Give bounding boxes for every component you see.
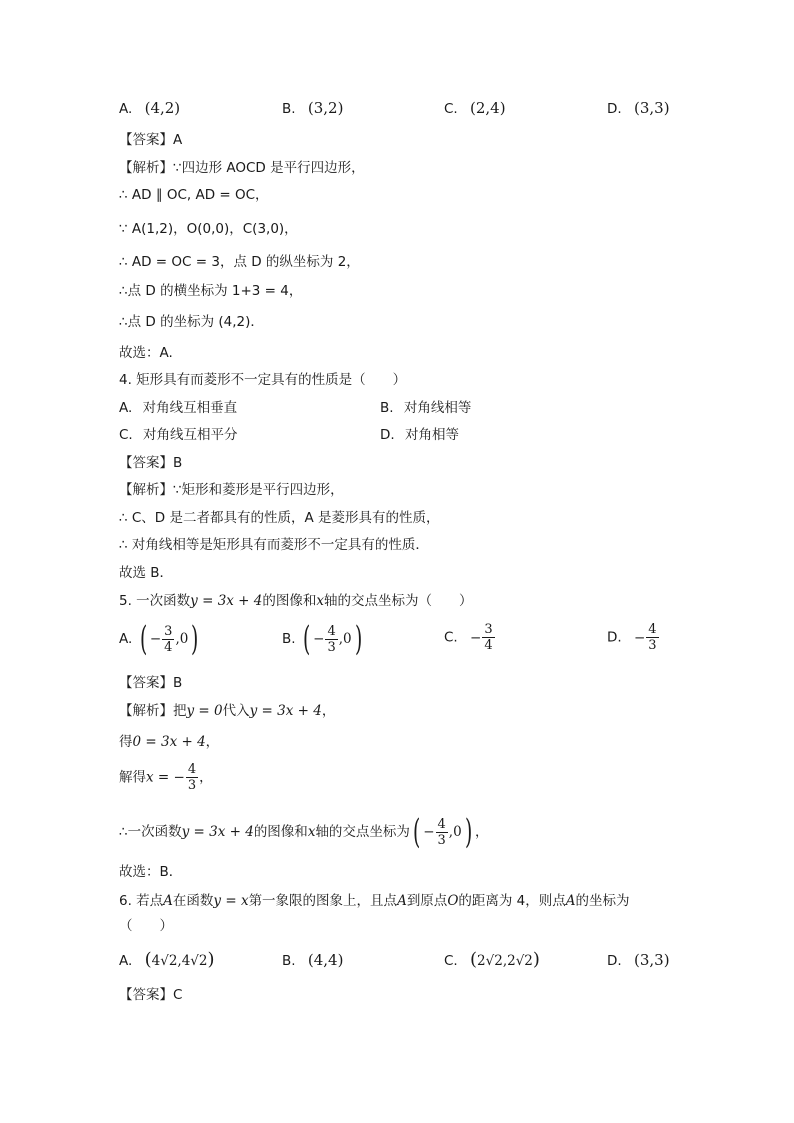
q3-analysis-line-5: ∴点 D 的横坐标为 1+3 = 4， (119, 283, 303, 299)
q3-option-b (282, 98, 343, 119)
fraction (325, 624, 337, 655)
option-text: 对角线相等 (403, 400, 472, 416)
fraction (186, 762, 198, 793)
q5-choose: 故选：B． (119, 864, 183, 880)
equation: y = 3x + 4 (249, 703, 322, 719)
q6-option-c (444, 950, 540, 971)
stem-text: 轴的交点坐标为（ ） (324, 593, 473, 609)
point-label: A (565, 893, 576, 909)
q3-analysis-line-6: ∴点 D 的坐标为 (4,2)． (119, 314, 264, 330)
q3-analysis-line-1: 【解析】∵四边形 AOCD 是平行四边形， (119, 160, 365, 176)
stem-text: 的图像和 (262, 593, 317, 609)
stem-function: y = x (213, 893, 249, 909)
q5-analysis-line-4 (119, 812, 489, 852)
fraction (436, 817, 448, 848)
q5-analysis-line-3 (119, 762, 213, 793)
fraction (482, 622, 494, 653)
q3-answer: 【答案】A (119, 132, 183, 148)
q6-option-d (607, 950, 670, 971)
q6-option-b (282, 950, 343, 971)
equation: y = 0 (186, 703, 223, 719)
option-value: (3,2) (307, 99, 344, 117)
option-value: 4√2,4√2 (151, 953, 208, 969)
analysis-text: ， (205, 734, 220, 750)
option-letter: A. (119, 400, 133, 416)
q6-stem-line-2: （ ） (119, 918, 173, 934)
numerator: 4 (187, 762, 197, 777)
option-tail: ,0 (175, 631, 189, 647)
numerator: 3 (164, 623, 173, 639)
q6-stem-line-1 (119, 891, 630, 911)
analysis-text: ， (321, 703, 336, 719)
variable: x (307, 824, 316, 840)
q5-option-b (282, 619, 365, 659)
stem-text: 的距离为 4，则点 (458, 893, 566, 909)
denominator: 3 (187, 778, 197, 793)
q4-option-c (119, 425, 238, 445)
q3-option-a (119, 98, 180, 119)
q4-choose: 故选 B． (119, 565, 174, 581)
left-paren: ( (139, 619, 147, 659)
q5-option-d (607, 622, 660, 653)
q5-option-a (119, 619, 202, 659)
q3-analysis-line-2: ∴ AD ∥ OC, AD = OC， (119, 187, 269, 203)
analysis-text: 解得 (119, 769, 146, 786)
option-tail: ,0 (338, 631, 352, 647)
analysis-text: ， (199, 769, 213, 786)
option-letter: B. (282, 631, 296, 647)
q5-stem (119, 591, 473, 611)
fraction (646, 622, 658, 653)
right-paren: ) (207, 949, 215, 970)
option-letter: D. (380, 427, 395, 443)
q4-analysis-line-2: ∴ C、D 是二者都具有的性质，A 是菱形具有的性质， (119, 510, 440, 526)
q3-analysis-line-4: ∴ AD = OC = 3，点 D 的纵坐标为 2， (119, 254, 360, 270)
option-letter: A. (119, 631, 133, 647)
option-letter: A. (119, 953, 133, 969)
denominator: 3 (437, 832, 446, 848)
equation: 0 = 3x + 4 (132, 734, 206, 750)
fraction (162, 624, 174, 655)
analysis-text: 得 (119, 734, 133, 750)
analysis-text: 的图像和 (253, 824, 308, 840)
option-value: (3,3) (633, 951, 670, 969)
option-letter: B. (282, 101, 296, 117)
q4-option-d (380, 425, 459, 445)
option-text: 对角相等 (404, 427, 459, 443)
option-value: (4,4) (307, 951, 344, 969)
option-letter: D. (607, 629, 622, 646)
equation: y = 3x + 4 (181, 824, 254, 840)
stem-text: 在函数 (172, 893, 214, 909)
stem-text: 5. 一次函数 (119, 593, 191, 609)
analysis-text: 【解析】把 (119, 703, 187, 719)
option-letter: B. (282, 953, 296, 969)
option-value: (3,3) (633, 99, 670, 117)
denominator: 4 (164, 639, 173, 655)
option-letter: C. (444, 953, 458, 969)
denominator: 3 (648, 638, 657, 653)
minus-sign: − (149, 631, 162, 647)
analysis-text: ∴一次函数 (119, 824, 182, 840)
numerator: 4 (437, 816, 446, 832)
option-text: 对角线互相垂直 (142, 400, 238, 416)
analysis-text: 轴的交点坐标为 (315, 824, 410, 840)
q5-answer: 【答案】B (119, 675, 183, 691)
q5-analysis-line-1 (119, 701, 335, 721)
numerator: 4 (327, 623, 336, 639)
analysis-text: 代入 (222, 703, 250, 719)
numerator: 4 (648, 622, 657, 637)
stem-text: 到原点 (406, 893, 448, 909)
point-label: A (163, 893, 173, 909)
right-paren: ) (354, 619, 362, 659)
stem-text: 6. 若点 (119, 893, 164, 909)
left-paren: ( (144, 949, 152, 970)
option-text: 对角线互相平分 (143, 427, 238, 443)
stem-text: 的坐标为 (575, 893, 630, 909)
option-letter: C. (444, 101, 458, 117)
q3-option-d (607, 98, 670, 119)
left-paren: ( (412, 812, 421, 852)
q4-answer: 【答案】B (119, 455, 183, 471)
q6-option-a (119, 950, 215, 971)
q3-analysis-line-3: ∵ A(1,2)，O(0,0)，C(3,0)， (119, 221, 298, 237)
point-label: A (397, 893, 407, 909)
minus-sign: − (633, 629, 646, 646)
equation: x = − (146, 769, 185, 786)
denominator: 3 (327, 639, 336, 655)
q3-option-c (444, 98, 506, 119)
option-letter: C. (444, 629, 458, 646)
right-paren: ) (191, 619, 199, 659)
q5-analysis-line-2 (119, 732, 219, 752)
q4-option-b (380, 398, 471, 418)
stem-variable: x (316, 593, 325, 609)
option-value: (4,2) (144, 99, 181, 117)
option-value: (2,4) (470, 99, 506, 117)
option-letter: D. (607, 953, 622, 969)
q4-analysis-line-3: ∴ 对角线相等是矩形具有而菱形不一定具有的性质． (119, 537, 429, 553)
denominator: 4 (484, 638, 493, 653)
q4-stem: 4. 矩形具有而菱形不一定具有的性质是（ ） (119, 372, 407, 388)
analysis-text: ， (474, 824, 489, 840)
right-paren: ) (532, 949, 540, 970)
q6-answer: 【答案】C (119, 987, 183, 1003)
option-letter: B. (380, 400, 394, 416)
point-label: O (447, 893, 459, 909)
q3-choose: 故选：A. (119, 345, 173, 361)
right-paren: ) (464, 812, 472, 852)
q5-option-c (444, 622, 496, 653)
minus-sign: − (470, 629, 482, 646)
option-value: 2√2,2√2 (477, 953, 533, 969)
minus-sign: − (313, 631, 325, 647)
stem-text: 第一象限的图象上，且点 (248, 893, 398, 909)
stem-function: y = 3x + 4 (190, 593, 263, 609)
minus-sign: − (423, 824, 435, 840)
option-letter: C. (119, 427, 133, 443)
tail: ,0 (448, 824, 462, 840)
option-letter: D. (607, 101, 622, 117)
option-letter: A. (119, 101, 133, 117)
left-paren: ( (470, 949, 478, 970)
q4-option-a (119, 398, 237, 418)
left-paren: ( (302, 619, 311, 659)
q4-analysis-line-1: 【解析】∵矩形和菱形是平行四边形， (119, 482, 344, 498)
numerator: 3 (484, 622, 493, 637)
